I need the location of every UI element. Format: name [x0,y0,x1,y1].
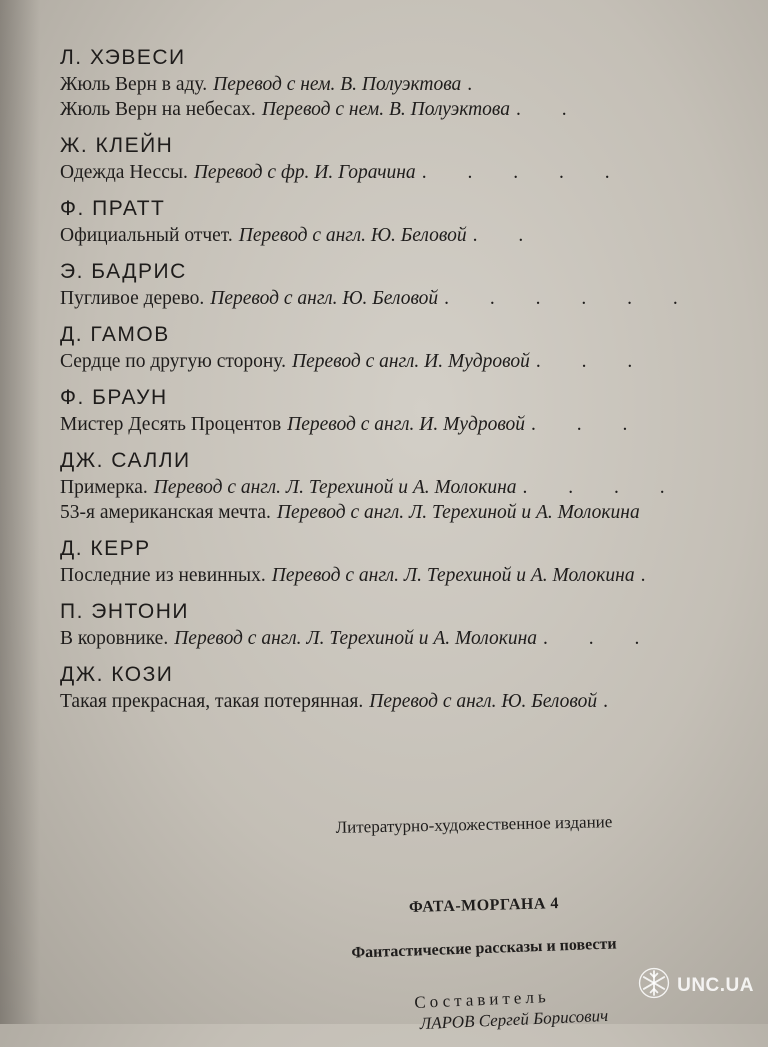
toc-entry [60,195,760,248]
work-title: Жюль Верн на небесах. [60,99,256,120]
translator-credit: Перевод с англ. Л. Терехиной и А. Молокина [153,477,517,498]
toc-entry [60,132,760,185]
watermark [637,966,754,1006]
toc-entry [60,44,760,122]
work-line [60,160,760,185]
author-name: ДЖ. САЛЛИ [60,449,191,472]
leader-dots: . . [516,99,585,120]
toc-entry [60,258,760,311]
translator-credit: Перевод с англ. Ю. Беловой [238,225,467,246]
publication-type: Литературно-художественное издание [335,812,613,837]
translator-credit: Перевод с англ. Ю. Беловой [210,288,439,309]
author-name: Ж. КЛЕЙН [60,134,174,157]
leader-dots: . . . [531,414,646,435]
author-name: Ф. ПРАТТ [60,197,166,220]
translator-credit: Перевод с англ. И. Мудровой [287,414,526,435]
work-line [60,475,760,500]
toc-entry [60,447,760,525]
work-title: Официальный отчет. [60,225,233,246]
translator-credit: Перевод с англ. Ю. Беловой [369,691,598,712]
translator-credit: Перевод с англ. Л. Терехиной и А. Молокина [276,502,640,523]
work-title: Примерка. [60,477,148,498]
work-title: Жюль Верн в аду. [60,74,208,95]
work-title: Сердце по другую сторону. [60,351,286,372]
leader-dots: . [640,565,664,586]
translator-credit: Перевод с англ. И. Мудровой [291,351,530,372]
work-line [60,97,760,122]
work-line [60,223,760,248]
leader-dots: . . . . . . [444,288,696,309]
leader-dots: . . [472,225,542,246]
toc-entry [60,598,760,651]
work-title: Мистер Десять Процентов [60,414,282,435]
translator-credit: Перевод с англ. Л. Терехиной и А. Молокина [174,628,538,649]
leader-dots: . . . [543,628,658,649]
author-name: Л. ХЭВЕСИ [60,46,186,69]
author-name: Д. ГАМОВ [60,323,170,346]
translator-credit: Перевод с нем. В. Полуэктова [213,74,462,95]
work-title: Пугливое дерево. [60,288,205,309]
leader-dots: . [603,691,626,712]
work-title: Последние из невинных. [60,565,266,586]
table-of-contents [60,44,760,724]
watermark-text: UNC.UA [677,975,754,996]
work-title: Такая прекрасная, такая потерянная. [60,691,364,712]
leader-dots: . . . . [522,477,683,498]
leader-dots: . . . [535,351,651,372]
toc-entry [60,535,760,588]
leader-dots: . . . . . [421,162,628,183]
translator-credit: Перевод с англ. Л. Терехиной и А. Молокина [271,565,635,586]
work-title: В коровнике. [60,628,169,649]
author-name: Д. КЕРР [60,537,151,560]
work-title: Одежда Нессы. [60,162,188,183]
work-line [60,500,760,525]
page-shadow [0,0,40,1024]
work-line [60,412,760,437]
toc-entry [60,321,760,374]
author-name: Ф. БРАУН [60,386,168,409]
compiler-name: ЛАРОВ Сергей Борисович [419,1005,609,1034]
work-line [60,689,760,714]
book-title: ФАТА-МОРГАНА 4 [408,895,560,916]
translator-credit: Перевод с фр. И. Горачина [193,162,416,183]
book-subtitle: Фантастические рассказы и повести [351,935,617,962]
work-line [60,349,760,374]
leader-dots: . [467,74,491,95]
work-line [60,286,760,311]
translator-credit: Перевод с нем. В. Полуэктова [261,99,510,120]
author-name: Э. БАДРИС [60,260,187,283]
work-line [60,72,760,97]
work-title: 53-я американская мечта. [60,502,271,523]
work-line [60,626,760,651]
author-name: П. ЭНТОНИ [60,600,189,623]
work-line [60,563,760,588]
snowflake-logo-icon [637,966,671,1006]
toc-entry [60,384,760,437]
compiler-label: Составитель [413,987,550,1012]
toc-entry [60,661,760,714]
author-name: ДЖ. КОЗИ [60,663,174,686]
